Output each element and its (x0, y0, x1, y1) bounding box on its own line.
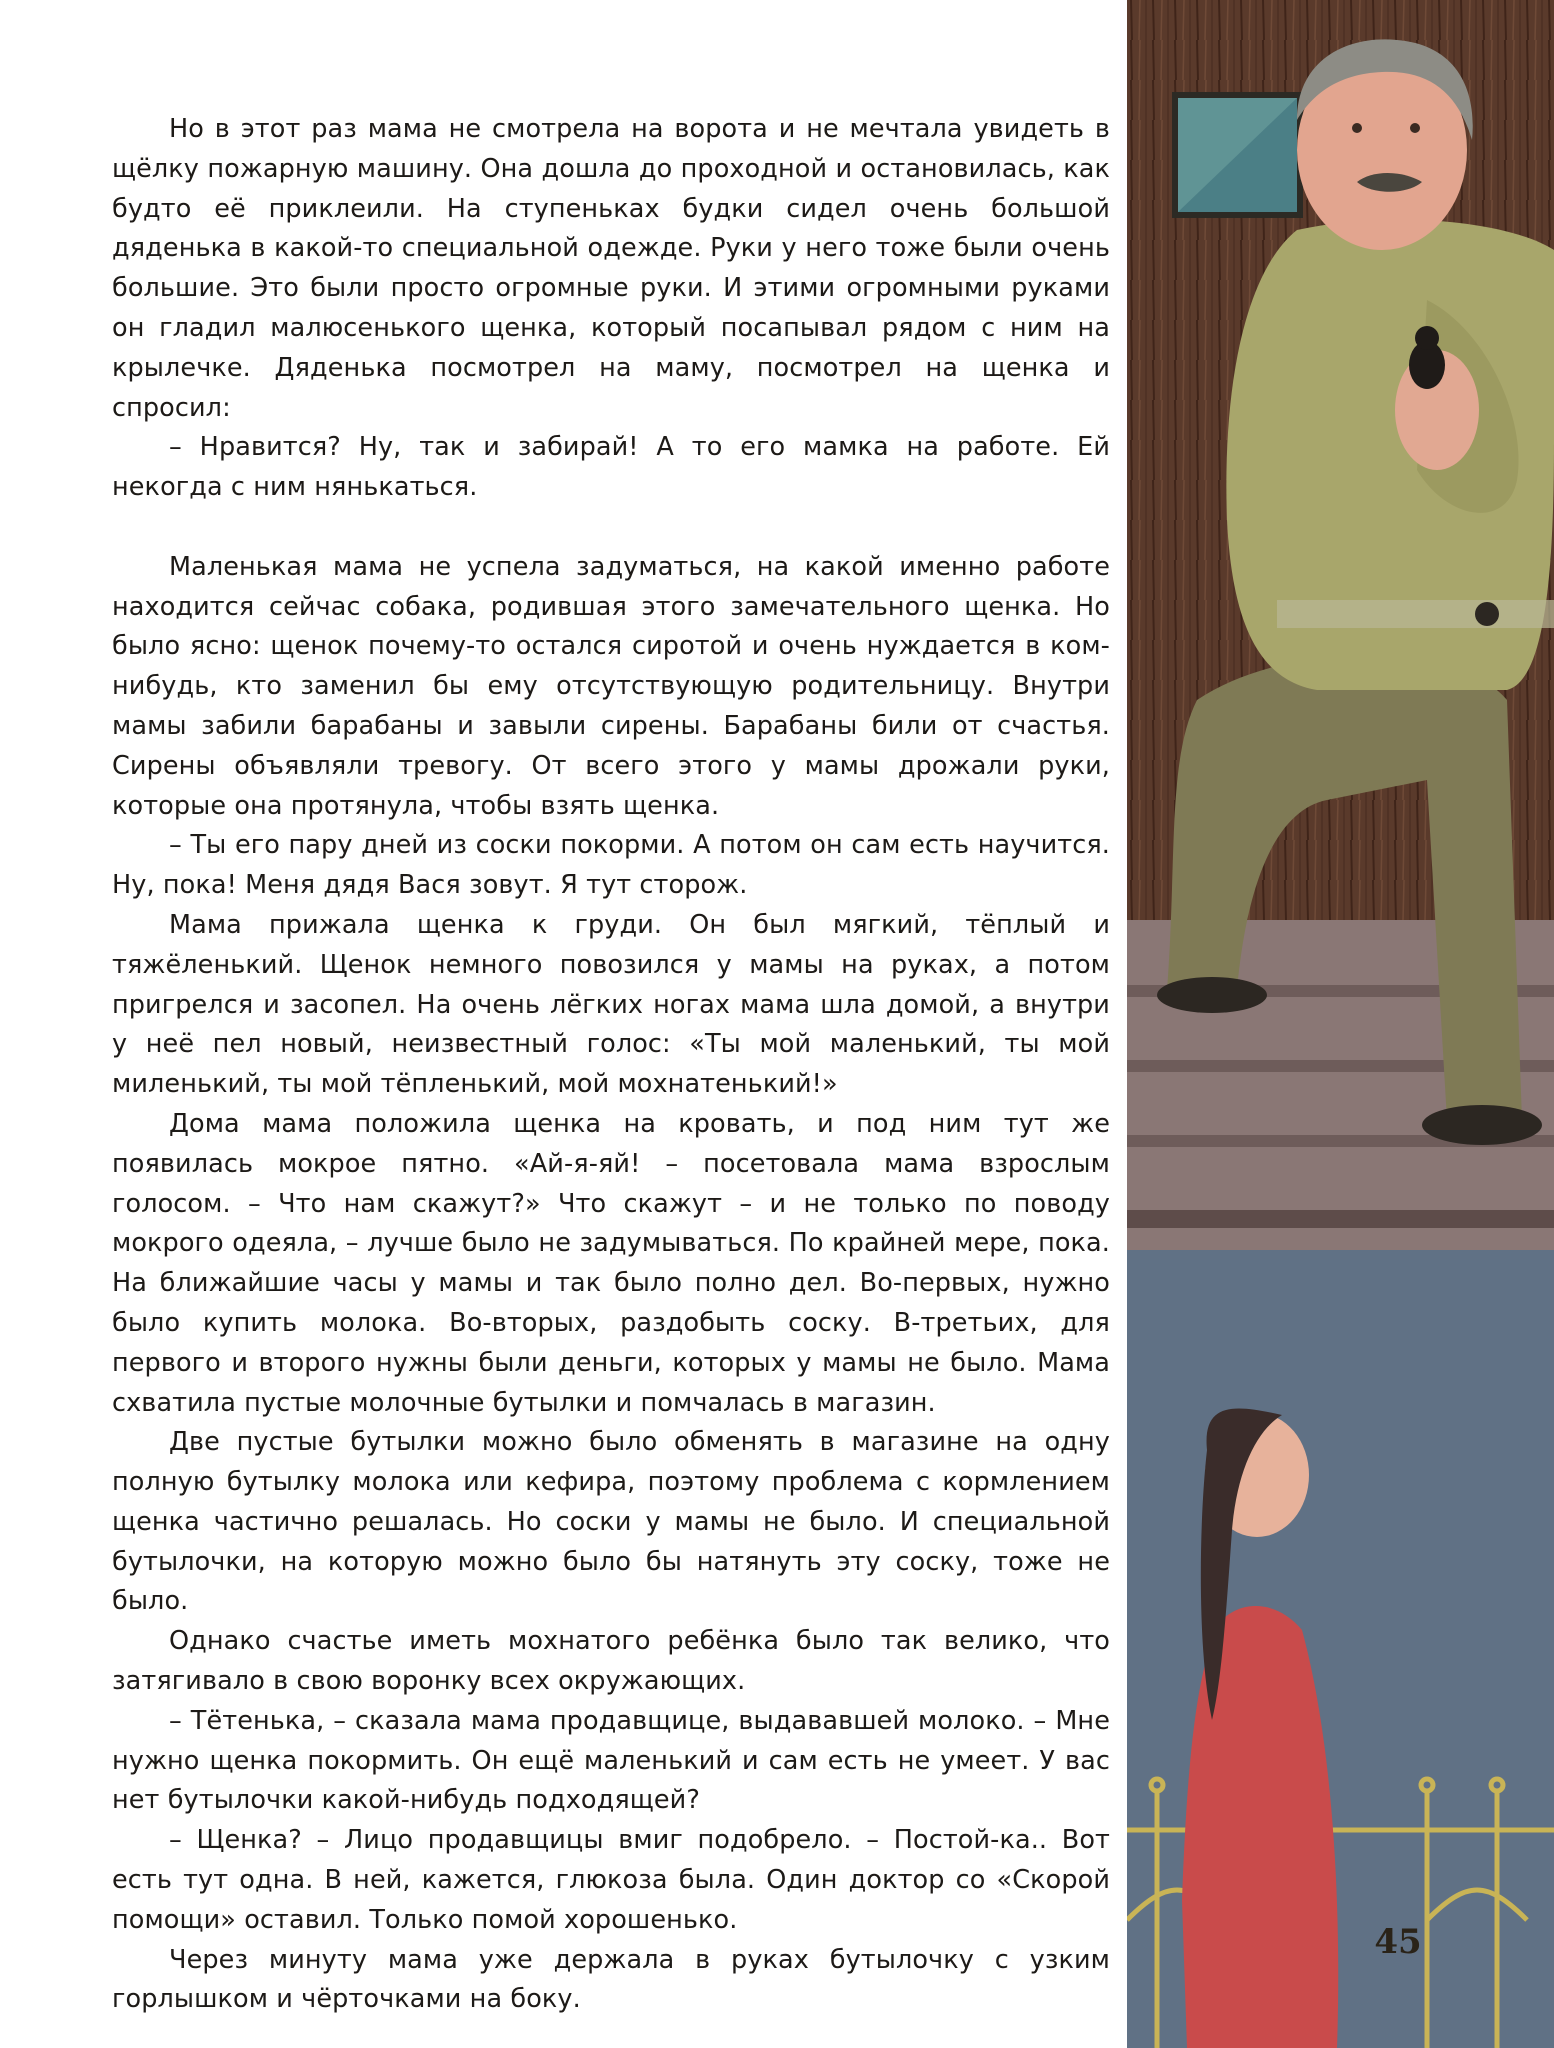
paragraph: – Ты его пару дней из соски покорми. А потом он сам есть научится. Ну, пока! Меня дядя Вася зовут. Я тут сторож. (112, 830, 1110, 901)
illustration-watchman-and-girl (1127, 0, 1554, 2048)
paragraph: Две пустые бутылки можно было обменять в магазине на одну полную бутылку молока или кефира, поэтому проблема с кормлением щенка частично решалась. Но соски у мамы не было. И специальной бутылочки, на которую можно было бы натянуть эту соску, тоже не было. (112, 1427, 1110, 1617)
story-text (112, 110, 1110, 2020)
paragraph: – Нравится? Ну, так и забирай! А то его мамка на работе. Ей некогда с ним нянькаться. (112, 432, 1110, 503)
paragraph: Через минуту мама уже держала в руках бутылочку с узким горлышком и чёрточками на боку. (112, 1944, 1110, 2015)
page-number: 45 (1374, 1922, 1422, 1962)
paragraph: Но в этот раз мама не смотрела на ворота и не мечтала увидеть в щёлку пожарную машину. Она дошла до проходной и остановилась, как будто её приклеили. На ступеньках будки сидел очень большой дяденька в какой-то специальной одежде. Руки у него тоже были очень большие. Это были просто огромные руки. И этими огромными руками он гладил малюсенького щенка, который посапывал рядом с ним на крылечке. Дяденька посмотрел на маму, посмотрел на щенка и спросил: (112, 114, 1110, 423)
paragraph: Дома мама положила щенка на кровать, и под ним тут же появилась мокрое пятно. «Ай-я-яй! – посетовала мама взрослым голосом. – Что нам скажут?» Что скажут – и не только по поводу мокрого одеяла, – лучше было не задумываться. По крайней мере, пока. На ближайшие часы у мамы и так было полно дел. Во-первых, нужно было купить молока. Во-вторых, раздобыть соску. В-третьих, для первого и второго нужны были деньги, которых у мамы не было. Мама схватила пустые молочные бутылки и помчалась в магазин. (112, 1108, 1110, 1418)
paragraph: Однако счастье иметь мохнатого ребёнка было так велико, что затягивало в свою воронку всех окружающих. (112, 1626, 1110, 1697)
paragraph: Мама прижала щенка к груди. Он был мягкий, тёплый и тяжёленький. Щенок немного повозился у мамы на руках, а потом пригрелся и засопел. На очень лёгких ногах мама шла домой, а внутри у неё пел новый, неизвестный голос: «Ты мой маленький, ты мой миленький, ты мой тёпленький, мой мохнатенький!» (112, 909, 1110, 1100)
paragraph: – Тётенька, – сказала мама продавщице, выдававшей молоко. – Мне нужно щенка покормить. Он ещё маленький и сам есть не умеет. У вас нет бутылочки какой-нибудь подходящей? (112, 1705, 1110, 1816)
paragraph: – Щенка? – Лицо продавщицы вмиг подобрело. – Постой-ка.. Вот есть тут одна. В ней, кажется, глюкоза была. Один доктор со «Скорой помощи» оставил. Только помой хорошенько. (112, 1825, 1110, 1935)
paragraph: Маленькая мама не успела задуматься, на какой именно работе находится сейчас собака, родившая этого замечательного щенка. Но было ясно: щенок почему-то остался сиротой и очень нуждается в ком-нибудь, кто заменил бы ему отсутствующую родительницу. Внутри мамы забили барабаны и завыли сирены. Барабаны били от счастья. Сирены объявляли тревогу. От всего этого у мамы дрожали руки, которые она протянула, чтобы взять щенка. (112, 551, 1110, 821)
